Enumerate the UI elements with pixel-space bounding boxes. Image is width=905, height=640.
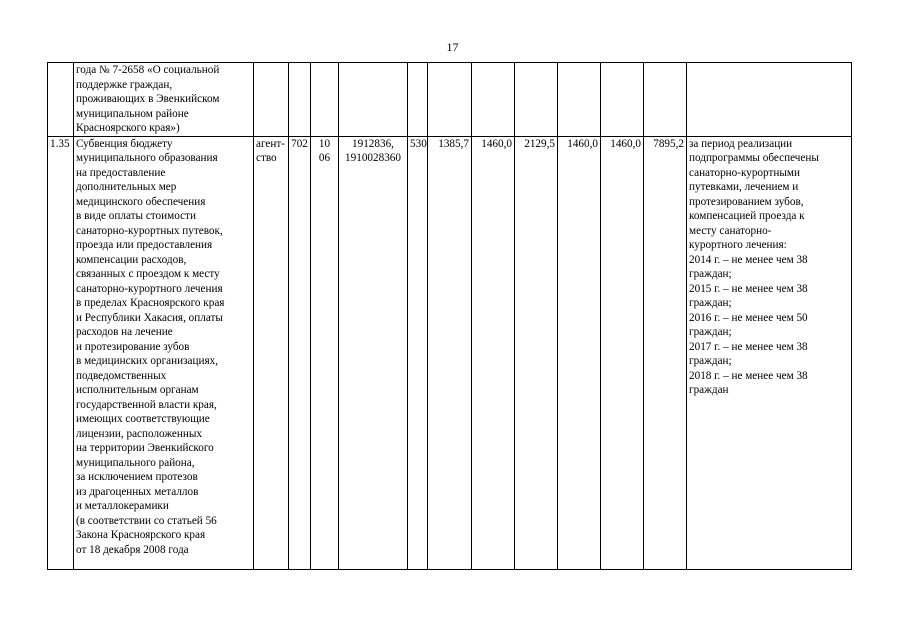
vr-cell [408,63,428,137]
rz-cell [289,63,311,137]
rz-cell: 702 [289,136,311,569]
value-total: 7895,2 [644,136,687,569]
pr-cell [311,63,339,137]
value-2014 [428,63,472,137]
table-row [48,63,852,137]
value-2017 [558,63,601,137]
program-table [47,62,852,570]
vr-cell: 530 [408,136,428,569]
csr-cell: 1912836, 1910028360 [339,136,408,569]
value-total [644,63,687,137]
measure-name: года № 7-2658 «О социальной поддержке граждан, проживающих в Эвенкийском муниципальном районе Красноярского края») [74,63,254,137]
value-2018 [601,63,644,137]
grbs-cell: агент- ство [254,136,289,569]
value-2017: 1460,0 [558,136,601,569]
pr-cell: 10 06 [311,136,339,569]
grbs-cell [254,63,289,137]
value-2014: 1385,7 [428,136,472,569]
value-2015: 1460,0 [472,136,515,569]
table-row [48,136,852,569]
value-2016 [515,63,558,137]
value-2016: 2129,5 [515,136,558,569]
measure-name: Субвенция бюджету муниципального образования на предоставление дополнительных мер медицинского обеспечения в виде оплаты стоимости санаторно-курортных путевок, проезда или предоставления компенсации расходов, связанных с проездом к месту санаторно-курортного лечения в пределах Красноярского края и Республики Хакасия, оплаты расходов на лечение и протезирование зубов в медицинских организациях, подведомственных исполнительным органам государственной власти края, имеющих соответствующие лицензии, расположенных на территории Эвенкийского муниципального района, за исключением протезов из драгоценных металлов и металлокерамики (в соответствии со статьей 56 Закона Красноярского края от 18 декабря 2008 года [74,136,254,569]
expected-result [687,63,852,137]
page-number: 17 [446,40,459,54]
value-2018: 1460,0 [601,136,644,569]
value-2015 [472,63,515,137]
row-index: 1.35 [48,136,74,569]
row-index [48,63,74,137]
csr-cell [339,63,408,137]
expected-result: за период реализации подпрограммы обеспечены санаторно-курортными путевками, лечением и протезированием зубов, компенсацией проезда к месту санаторно- курортного лечения: 2014 г. – не менее чем 38 граждан; 2015 г. – не менее чем 38 граждан; 2016 г. – не менее чем 50 граждан; 2017 г. – не менее чем 38 граждан; 2018 г. – не менее чем 38 граждан [687,136,852,569]
